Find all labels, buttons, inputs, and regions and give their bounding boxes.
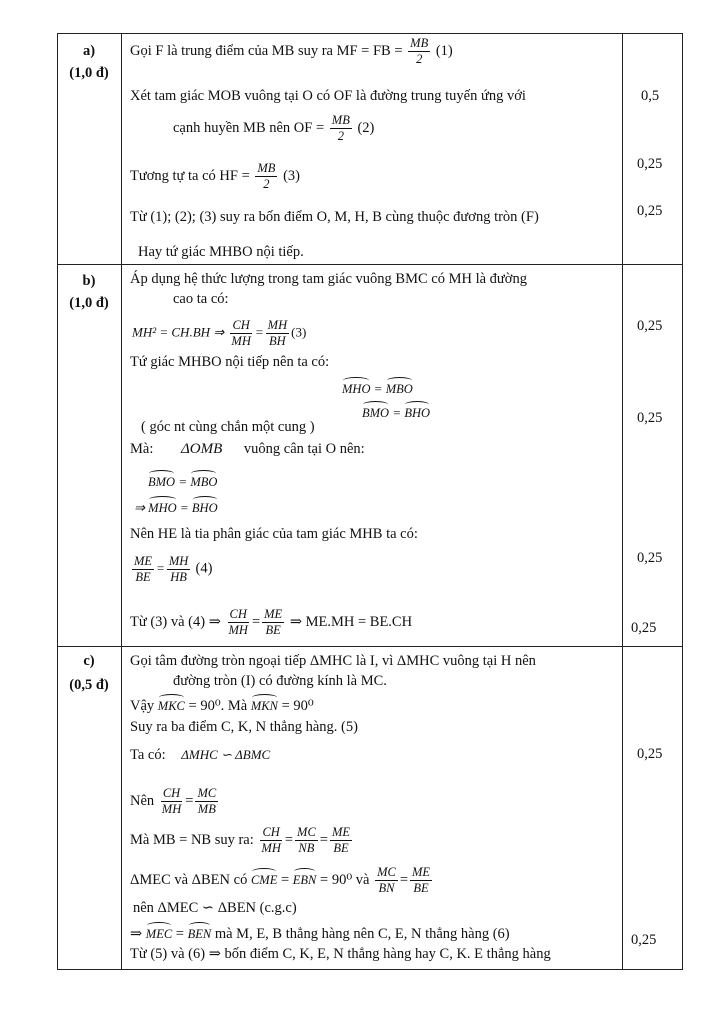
equation: MH² = CH.BH ⇒ $\frac{CH}{MH}$ = $\frac{MH}{BH}$ (3) — [132, 318, 307, 348]
line: cạnh huyền MB nên OF = $\frac{MB}{2}$ (2) — [173, 113, 375, 143]
score: 0,25 — [637, 410, 663, 426]
part-label: b) — [82, 273, 96, 289]
fraction: $\frac{MC}{NB}$ — [297, 825, 316, 855]
line: nên ΔMEC ∽ ΔBEN (c.g.c) — [133, 900, 297, 916]
fraction: $\frac{ME}{BE}$ — [134, 554, 153, 584]
line: Từ (5) và (6) ⇒ bốn điểm C, K, E, N thẳng hàng hay C, K. E thẳng hàng — [130, 946, 551, 962]
table-border-right — [682, 33, 683, 970]
fraction: $\frac{MB}{2}$ — [331, 113, 350, 143]
score: 0,5 — [641, 88, 660, 104]
angle-equation: BMO = BHO — [362, 401, 430, 422]
score: 0,25 — [637, 318, 663, 334]
points-label: (0,5 đ) — [69, 677, 109, 693]
angle-equation: MHO = MBO — [342, 377, 413, 398]
table-border-top — [57, 33, 683, 34]
table-divider-2 — [622, 33, 623, 970]
equation: $\frac{ME}{BE}$ = $\frac{MH}{HB}$ (4) — [134, 554, 213, 584]
fraction: $\frac{CH}{MH}$ — [261, 825, 281, 855]
table-divider-1 — [121, 33, 122, 970]
line: Vậy MKC = 90⁰. Mà MKN = 90⁰ — [130, 694, 314, 715]
score: 0,25 — [631, 932, 657, 948]
fraction: $\frac{ME}{BE}$ — [264, 607, 283, 637]
line: cao ta có: — [173, 291, 229, 307]
part-label: a) — [82, 43, 96, 59]
line: Từ (3) và (4) ⇒ $\frac{CH}{MH}$ = $\frac{ME}{BE}$ ⇒ ME.MH = BE.CH — [130, 607, 413, 637]
line: Áp dụng hệ thức lượng trong tam giác vuông BMC có MH là đường — [130, 271, 527, 287]
score: 0,25 — [637, 203, 663, 219]
line: Mà: ΔOMB vuông cân tại O nên: — [130, 441, 365, 457]
line: ΔMEC và ΔBEN có CME = EBN = 90⁰ và $\frac{MC}{BN}$ = $\frac{ME}{BE}$ — [130, 865, 431, 895]
row-divider-2 — [57, 646, 683, 647]
line: ⇒ MEC = BEN mà M, E, B thẳng hàng nên C, E, N thẳng hàng (6) — [130, 922, 510, 943]
line: Suy ra ba điểm C, K, N thẳng hàng. (5) — [130, 719, 358, 735]
table-border-left — [57, 33, 58, 970]
line: Mà MB = NB suy ra: $\frac{CH}{MH}$ = $\frac{MC}{NB}$ = $\frac{ME}{BE}$ — [130, 825, 351, 855]
points-label: (1,0 đ) — [69, 65, 109, 81]
fraction: $\frac{CH}{MH}$ — [231, 318, 251, 348]
line: Tương tự ta có HF = $\frac{MB}{2}$ (3) — [130, 161, 300, 191]
fraction: $\frac{MC}{BN}$ — [377, 865, 396, 895]
line: Hay tứ giác MHBO nội tiếp. — [138, 244, 304, 260]
angle-equation: BMO = MBO — [148, 470, 217, 491]
fraction: $\frac{MH}{BH}$ — [267, 318, 288, 348]
fraction: $\frac{CH}{MH}$ — [228, 607, 248, 637]
line: đường tròn (I) có đường kính là MC. — [173, 673, 387, 689]
score: 0,25 — [637, 156, 663, 172]
line: Ta có: ΔMHC ∽ ΔBMC — [130, 747, 271, 763]
angle-equation: ⇒ MHO = BHO — [134, 496, 218, 517]
row-divider-1 — [57, 264, 683, 265]
line: Từ (1); (2); (3) suy ra bốn điểm O, M, H, B cùng thuộc đương tròn (F) — [130, 209, 539, 225]
part-label: c) — [83, 653, 95, 669]
line: Nên HE là tia phân giác của tam giác MHB ta có: — [130, 526, 418, 542]
fraction: $\frac{MB}{2}$ — [410, 36, 429, 66]
fraction: $\frac{ME}{BE}$ — [331, 825, 351, 855]
fraction: $\frac{MH}{HB}$ — [168, 554, 189, 584]
line: ( góc nt cùng chắn một cung ) — [141, 419, 315, 435]
score: 0,25 — [637, 550, 663, 566]
line: Tứ giác MHBO nội tiếp nên ta có: — [130, 354, 330, 370]
line: Nên $\frac{CH}{MH}$ = $\frac{MC}{MB}$ — [130, 786, 217, 816]
points-label: (1,0 đ) — [69, 295, 109, 311]
line: Gọi tâm đường tròn ngoại tiếp ΔMHC là I, vì ΔMHC vuông tại H nên — [130, 653, 536, 669]
line: Xét tam giác MOB vuông tại O có OF là đường trung tuyến ứng với — [130, 88, 526, 104]
fraction: $\frac{MB}{2}$ — [257, 161, 276, 191]
fraction: $\frac{ME}{BE}$ — [412, 865, 431, 895]
table-border-bottom — [57, 969, 683, 970]
score: 0,25 — [631, 620, 657, 636]
fraction: $\frac{CH}{MH}$ — [161, 786, 182, 816]
fraction: $\frac{MC}{MB}$ — [197, 786, 217, 816]
score: 0,25 — [637, 746, 663, 762]
line: Gọi F là trung điểm của MB suy ra MF = FB = $\frac{MB}{2}$ (1) — [130, 36, 453, 66]
